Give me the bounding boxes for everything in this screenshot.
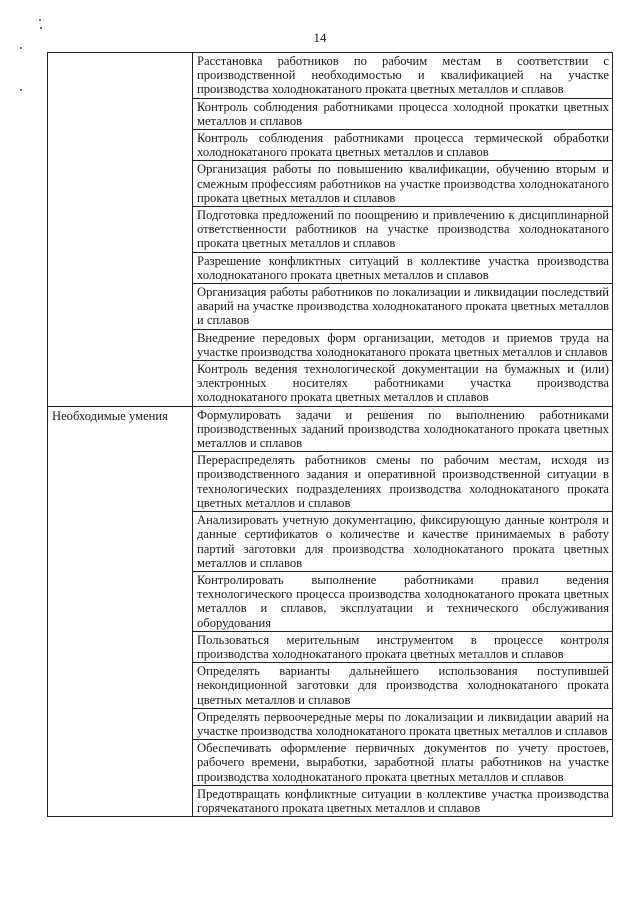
competency-table [47,52,613,817]
table-row [48,53,613,99]
table-cell-text: Контроль ведения технологической документации на бумажных и (или) электронных носителях работниками участка производства холоднокатаного проката цветных металлов и сплавов [193,361,613,407]
table-cell-text: Формулировать задачи и решения по выполнению работниками производственных заданий производства холоднокатаного проката цветных металлов и сплавов [193,406,613,452]
scan-speck [39,19,41,21]
table-cell-text: Контроль соблюдения работниками процесса холодной прокатки цветных металлов и сплавов [193,98,613,129]
table-cell-text: Подготовка предложений по поощрению и привлечению к дисциплинарной ответственности работников на участке производства холоднокатаного проката цветных металлов и сплавов [193,207,613,253]
table-cell-text: Организация работы по повышению квалификации, обучению вторым и смежным профессиям работников на участке производства холоднокатаного проката цветных металлов и сплавов [193,161,613,207]
table-cell-text: Предотвращать конфликтные ситуации в коллективе участка производства горячекатаного проката цветных металлов и сплавов [193,785,613,816]
table-cell-text: Контроль соблюдения работниками процесса термической обработки холоднокатаного проката цветных металлов и сплавов [193,130,613,161]
table-cell-text: Определять варианты дальнейшего использования поступившей некондиционной заготовки для производства холоднокатаного проката цветных металлов и сплавов [193,663,613,709]
table-cell-text: Расстановка работников по рабочим местам в соответствии с производственной необходимостью и квалификацией на участке производства холоднокатаного проката цветных металлов и сплавов [193,53,613,99]
table-cell-text: Организация работы работников по локализации и ликвидации последствий аварий на участке производства холоднокатаного проката цветных металлов и сплавов [193,284,613,330]
section-label [48,53,193,407]
table-cell-text: Обеспечивать оформление первичных документов по учету простоев, рабочего времени, выработки, заработной платы работников на участке производства холоднокатаного проката цветных металлов и сплавов [193,740,613,786]
page-number: 14 [313,30,327,45]
scan-speck [20,89,22,91]
scan-speck [40,27,42,29]
table-cell-text: Пользоваться мерительным инструментом в процессе контроля производства холоднокатаного проката цветных металлов и сплавов [193,631,613,662]
scan-speck [20,47,22,49]
table-cell-text: Перераспределять работников смены по рабочим местам, исходя из производственного задания и оперативной производственной ситуации в технологических подразделениях производства холоднокатаного проката цветных металлов и сплавов [193,452,613,512]
table-cell-text: Контролировать выполнение работниками правил ведения технологического процесса производства холоднокатаного проката цветных металлов и сплавов, эксплуатации и технического обслуживания оборудования [193,571,613,631]
table-row [48,406,613,452]
table-cell-text: Анализировать учетную документацию, фиксирующую данные контроля и данные сертификатов о количестве и качестве принимаемых в работу партий заготовки для производства холоднокатаного проката цветных металлов и сплавов [193,512,613,572]
section-label: Необходимые умения [48,406,193,816]
table-body [48,53,613,817]
table-cell-text: Определять первоочередные меры по локализации и ликвидации аварий на участке производства холоднокатаного проката цветных металлов и сплавов [193,708,613,739]
table-cell-text: Внедрение передовых форм организации, методов и приемов труда на участке производства холоднокатаного проката цветных металлов и сплавов [193,329,613,360]
table-cell-text: Разрешение конфликтных ситуаций в коллективе участка производства холоднокатаного проката цветных металлов и сплавов [193,252,613,283]
